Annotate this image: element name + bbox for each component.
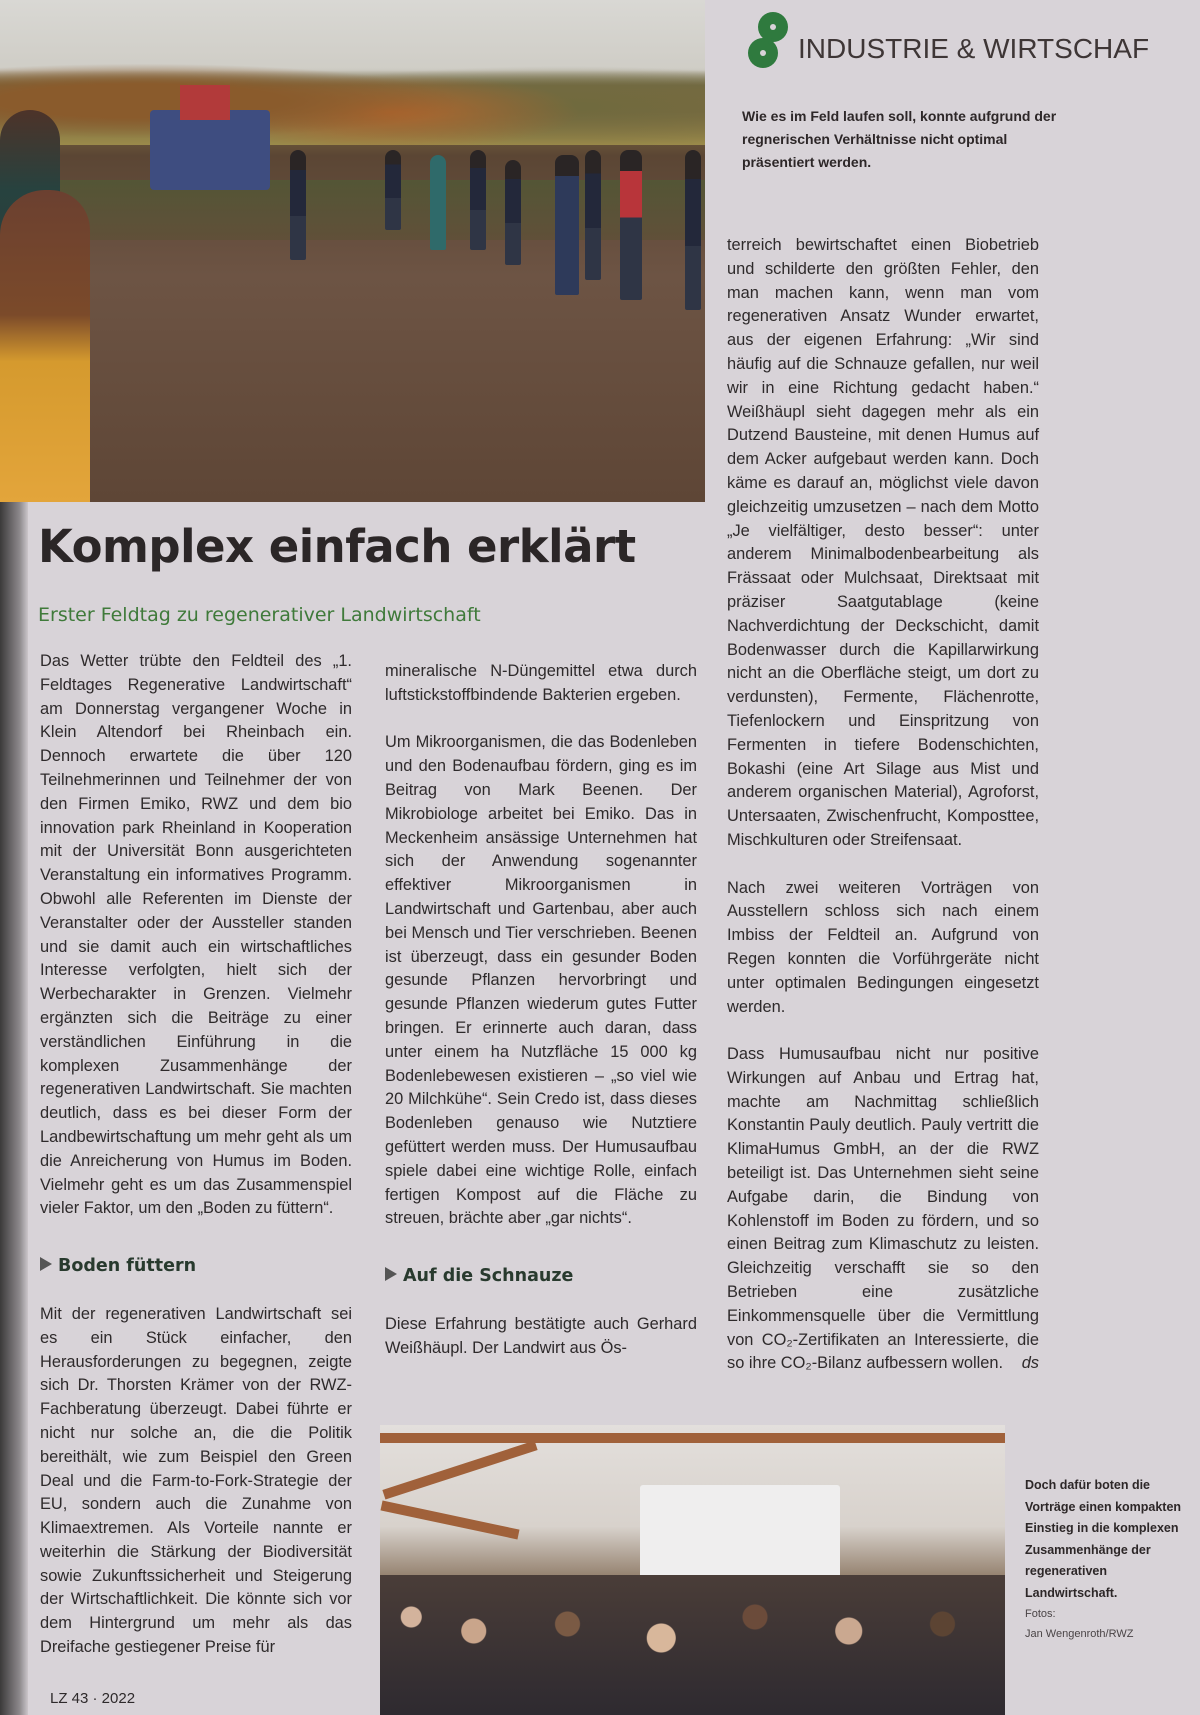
roof-beam — [380, 1433, 1005, 1443]
attendee — [470, 150, 486, 250]
issue-footer: LZ 43 · 2022 — [50, 1690, 136, 1707]
roof-beam — [382, 1441, 537, 1500]
section-title: INDUSTRIE & WIRTSCHAF — [798, 33, 1150, 64]
lecture-hall-photo — [380, 1425, 1005, 1715]
triangle-bullet-icon — [385, 1267, 397, 1281]
attendee — [685, 150, 701, 310]
tree-line — [0, 35, 705, 145]
article-column-2 — [385, 660, 697, 1384]
subheading — [385, 1265, 697, 1289]
author-signature: ds — [1021, 1354, 1039, 1373]
foreground-person — [0, 190, 90, 502]
attendee — [585, 150, 601, 280]
article-subhead: Erster Feldtag zu regenerativer Landwirtschaft — [38, 604, 481, 626]
caption-text: Doch dafür boten die Vorträge einen kompakten Einstieg in die komplexen Zusammenhänge der regenerativen Landwirtschaft. — [1025, 1478, 1182, 1600]
audience — [380, 1575, 1005, 1715]
attendee — [620, 150, 642, 300]
paragraph: Mit der regenerativen Landwirtschaft sei es ein Stück einfacher, den Herausforderungen zu begegnen, zeigte sich Dr. Thorsten Krämer von der RWZ-Fachberatung überzeugt. Dabei führte er nicht nur solche an, die die Politik bereithält, wie zum Beispiel den Green Deal und die Farm-to-Fork-Strategie der EU, sondern auch die Zunahme von Klimaextremen. Als Vorteile nannte er weiterhin die Stärkung der Biodiversität sowie Zukunftssicherheit und Steigerung der Wirtschaftlichkeit. Die könnte sich vor dem Hintergrund um mehr als das Dreifache gestiegener Preise für — [40, 1304, 352, 1657]
field-day-photo — [0, 0, 705, 502]
photo-credit: Jan Wengenroth/RWZ — [1025, 1628, 1134, 1640]
photo-caption-bottom — [1025, 1475, 1185, 1644]
paragraph: terreich bewirtschaftet einen Biobetrieb und schilderte den größten Fehler, den man machen kann, wenn man vom regenerativen Ansatz Wunder erwartet, aus der eigenen Erfahrung: „Wir sind häufig auf die Schnauze gefallen, nur weil wir in eine Richtung gedacht haben.“ Weißhäupl sieht dagegen mehr als ein Dutzend Bausteine, mit denen Humus auf dem Acker aufgebaut werden kann. Doch käme es darauf an, möglichst viele davon gleichzeitig umzusetzen – nach dem Motto „Je vielfältiger, desto besser“: unter anderem Minimalbodenbearbeitung als Frässaat oder Mulchsaat, Direktsaat mit präziser Saatgutablage (keine Nachverdichtung der Deckschicht, damit Bodenwasser durch die Kapillarwirkung nicht an die Oberfläche steigt, um dort zu verdunsten), Fermente, Flächenrotte, Tiefenlockern und Einspritzung von Fermenten in tiefere Bodenschichten, Bokashi (eine Art Silage aus Mist und anderem organischen Material), Agroforst, Untersaaten, Zwischenfrucht, Komposttee, Mischkulturen oder Streifensaat. — [727, 236, 1039, 849]
paragraph: Nach zwei weiteren Vorträgen von Ausstellern schloss sich nach einem Imbiss der Feldteil an. Aufgrund von Regen konnten die Vorführgeräte nicht unter optimalen Bedingungen eingesetzt werden. — [727, 878, 1039, 1016]
paragraph: mineralische N-Düngemittel etwa durch luftstickstoffbindende Bakterien ergeben. — [385, 662, 697, 704]
paragraph: Um Mikroorganismen, die das Bodenleben und den Bodenaufbau fördern, ging es im Beitrag von Mark Beenen. Der Mikrobiologe arbeitet bei Emiko. Das in Meckenheim ansässige Unternehmen hat sich der Anwendung sogenannter effektiver Mikroorganismen in Landwirtschaft und Gartenbau, aber auch bei Mensch und Tier verschrieben. Beenen ist überzeugt, dass ein gesunder Boden gesunde Pflanzen hervorbringt und gesunde Pflanzen wiederum gutes Futter bringen. Er erinnerte auch daran, dass unter einem ha Nutzfläche 15 000 kg Bodenlebewesen existieren – „so viel wie 20 Milchkühe“. Sein Credo ist, dass dieses Bodenleben genauso wie Nutztiere gefüttert werden muss. Der Humusaufbau spiele dabei eine wichtige Rolle, einfach fertigen Kompost auf die Fläche zu streuen, brächte aber „gar nichts“. — [385, 733, 697, 1228]
paragraph — [727, 1043, 1039, 1376]
attendee — [385, 150, 401, 230]
photo-credit-label: Fotos: — [1025, 1608, 1056, 1620]
article-column-3 — [727, 234, 1039, 1376]
subheading-text: Auf die Schnauze — [403, 1266, 574, 1287]
photo-caption-top: Wie es im Feld laufen soll, konnte aufgrund der regnerischen Verhältnisse nicht optimal präsentiert werden. — [742, 108, 1057, 170]
section-header — [748, 24, 1149, 74]
paragraph-text: Dass Humusaufbau nicht nur positive Wirkungen auf Anbau und Ertrag hat, machte am Nachmittag schließlich Konstantin Pauly deutlich. Pauly vertritt die KlimaHumus GmbH, an der die RWZ beteiligt ist. Das Unternehmen sieht seine Aufgabe darin, die Bindung von Kohlenstoff im Boden zu fördern, und so einen Beitrag zum Klimaschutz zu leisten. Gleichzeitig verschafft sie so den Betrieben eine zusätzliche Einkommensquelle über die Vermittlung von CO₂-Zertifikaten an Interessierte, die so ihre CO₂-Bilanz aufbessern wollen. — [727, 1045, 1039, 1373]
roof-beam — [380, 1501, 519, 1540]
gears-icon — [748, 24, 788, 74]
subheading — [40, 1255, 352, 1279]
speaker — [290, 150, 306, 260]
tractor — [150, 110, 270, 190]
paragraph: Diese Erfahrung bestätigte auch Gerhard Weißhäupl. Der Landwirt aus Ös- — [385, 1314, 697, 1357]
article-column-1 — [40, 650, 352, 1684]
subheading-text: Boden füttern — [58, 1256, 197, 1277]
attendee — [505, 160, 521, 265]
article-headline: Komplex einfach erklärt — [38, 520, 636, 573]
attendee — [555, 155, 579, 295]
paragraph: Das Wetter trübte den Feldteil des „1. Feldtages Regenerative Landwirtschaft“ am Donnerstag vergangener Woche in Klein Altendorf bei Rheinbach ein. Dennoch erwartete die über 120 Teilnehmerinnen und Teilnehmer der von den Firmen Emiko, RWZ und dem bio innovation park Rheinland in Kooperation mit der Universität Bonn ausgerichteten Veranstaltung ein informatives Programm. Obwohl alle Referenten im Dienste der Veranstalter oder der Aussteller standen und sie damit auch ein wirtschaftliches Interesse verfolgten, hielt sich der Werbecharakter in Grenzen. Vielmehr ergänzten sich die Beiträge zu einer verständlichen Einführung in die komplexen Zusammenhänge der regenerativen Landwirtschaft. Sie machten deutlich, dass es bei dieser Form der Landbewirtschaftung um mehr geht als um die Anreicherung von Humus im Boden. Vielmehr geht es um das Zusammenspiel vieler Faktor, um den „Boden zu füttern“. — [40, 652, 352, 1218]
attendee — [430, 155, 446, 250]
triangle-bullet-icon — [40, 1257, 52, 1271]
